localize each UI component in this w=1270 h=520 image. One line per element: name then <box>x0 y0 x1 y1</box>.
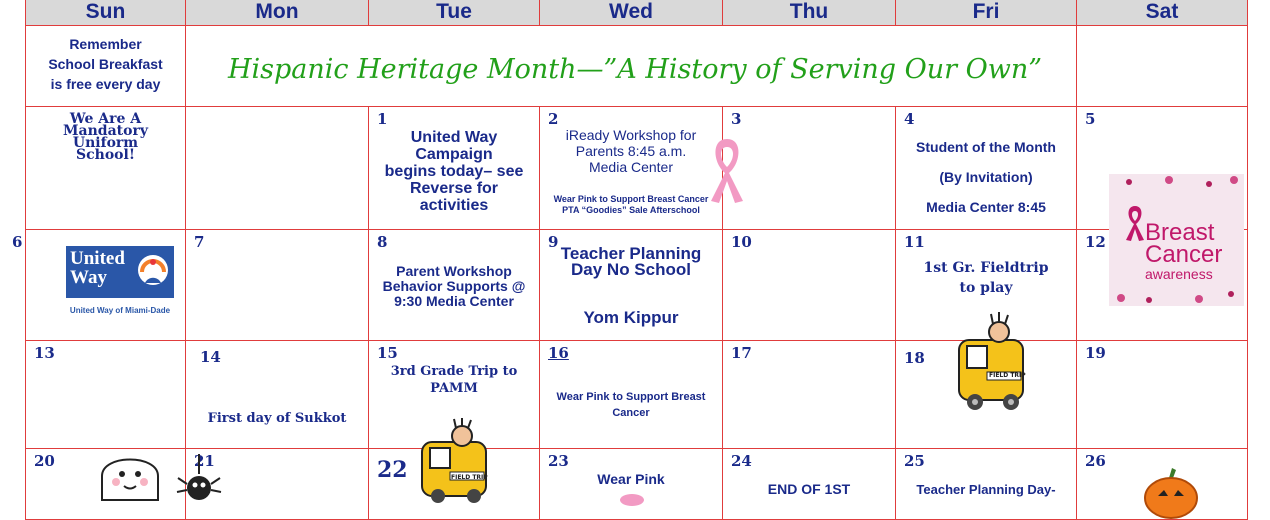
day-number: 23 <box>548 452 569 470</box>
day-number: 9 <box>548 233 559 251</box>
day-number: 11 <box>904 233 925 251</box>
pink-shape-icon <box>618 492 646 500</box>
united-way-logo <box>58 236 182 320</box>
day-number: 26 <box>1085 452 1106 470</box>
day-number: 1 <box>377 110 388 128</box>
event-sukkot: First day of Sukkot <box>207 411 347 426</box>
card-word-awareness: awareness <box>1145 266 1213 282</box>
united-way-hand-icon <box>136 250 170 294</box>
breast-cancer-card <box>1109 174 1244 306</box>
empty-cell <box>1077 26 1248 107</box>
day-cell[interactable] <box>723 341 896 449</box>
day-number: 19 <box>1085 344 1106 362</box>
day-cell[interactable] <box>186 341 369 449</box>
day-cell[interactable] <box>369 230 540 341</box>
day-cell[interactable] <box>1077 341 1248 449</box>
day-cell[interactable] <box>540 449 723 520</box>
pumpkin-icon <box>1142 468 1200 500</box>
weekday-sun: Sun <box>26 0 186 26</box>
day-cell[interactable] <box>540 341 723 449</box>
day-cell[interactable] <box>896 449 1077 520</box>
weekday-mon: Mon <box>186 0 369 26</box>
event-pink-pta: Wear Pink to Support Breast Cancer PTA “Goodies” Sale Afterschool <box>553 194 709 215</box>
card-word-cancer: Cancer <box>1145 241 1223 268</box>
weekday-fri: Fri <box>896 0 1077 26</box>
event-planning-25: Teacher Planning Day- <box>916 482 1056 497</box>
day-cell[interactable] <box>896 107 1077 230</box>
school-bus-icon <box>418 418 494 500</box>
event-end-of-1st: END OF 1ST <box>767 481 851 497</box>
bus-sign-2: FIELD TRIP <box>451 474 488 481</box>
bus-sign-1: FIELD TRIP <box>989 372 1026 379</box>
day-number: 24 <box>731 452 752 470</box>
day-number: 17 <box>731 344 752 362</box>
spider-icon <box>176 454 222 500</box>
day-number: 25 <box>904 452 925 470</box>
empty-cell <box>186 107 369 230</box>
calendar-grid <box>12 0 1248 520</box>
weekday-tue: Tue <box>369 0 540 26</box>
event-wear-pink-23: Wear Pink <box>597 471 665 487</box>
day-cell[interactable] <box>540 230 723 341</box>
event-student-of-month: Student of the Month <box>916 139 1056 155</box>
banner-cell <box>186 26 1077 107</box>
event-by-invitation: (By Invitation) <box>939 169 1033 185</box>
note-cell <box>26 107 186 230</box>
day-cell[interactable] <box>723 107 896 230</box>
weekday-wed: Wed <box>540 0 723 26</box>
weekday-thu: Thu <box>723 0 896 26</box>
heritage-banner: Hispanic Heritage Month—”A History of Serving Our Own” <box>227 54 1043 85</box>
event-planning-day: Teacher Planning Day No School <box>560 244 702 279</box>
weekday-sat: Sat <box>1077 0 1248 26</box>
event-iready-workshop: iReady Workshop for Parents 8:45 a.m. Media Center <box>565 127 697 175</box>
united-way-caption: United Way of Miami-Dade <box>69 306 171 315</box>
day-cell[interactable] <box>26 341 186 449</box>
event-parent-workshop: Parent Workshop Behavior Supports @ 9:30 Media Center <box>382 263 526 309</box>
united-way-line1: United <box>70 248 125 269</box>
event-fieldtrip-1st: 1st Gr. Fieldtrip to play <box>923 260 1049 296</box>
event-united-way-campaign: United Way Campaign begins today– see Reverse for activities <box>384 129 524 214</box>
note-cell <box>26 26 186 107</box>
uniform-note: We Are A Mandatory Uniform School! <box>63 111 148 163</box>
ghost-icon <box>96 448 164 500</box>
day-number: 18 <box>904 349 925 367</box>
day-number: 10 <box>731 233 752 251</box>
day-number: 12 <box>1085 233 1106 251</box>
day-number: 13 <box>34 344 55 362</box>
day-cell[interactable] <box>723 449 896 520</box>
day-number: 16 <box>548 344 569 362</box>
day-number: 20 <box>34 452 55 470</box>
event-trip-3rd: 3rd Grade Trip to PAMM <box>390 364 518 396</box>
day-number: 3 <box>731 110 742 128</box>
day-number: 8 <box>377 233 388 251</box>
day-number: 5 <box>1085 110 1096 128</box>
day-number: 4 <box>904 110 915 128</box>
day-number: 15 <box>377 344 398 362</box>
day-number: 21 <box>194 452 215 470</box>
day-number: 6 <box>12 233 23 251</box>
day-number: 14 <box>200 348 221 366</box>
day-cell[interactable] <box>723 230 896 341</box>
day-number: 2 <box>548 110 559 128</box>
day-number: 7 <box>194 233 205 251</box>
card-word-breast: Breast <box>1145 219 1215 246</box>
day-cell[interactable] <box>186 230 369 341</box>
event-wear-pink-16: Wear Pink to Support Breast Cancer <box>556 391 706 419</box>
day-number: 22 <box>377 457 408 483</box>
day-cell[interactable] <box>540 107 723 230</box>
breakfast-note: Remember School Breakfast is free every day <box>48 36 163 92</box>
event-yom-kippur: Yom Kippur <box>583 308 679 327</box>
event-media-center: Media Center 8:45 <box>926 199 1046 215</box>
school-bus-icon <box>955 310 1031 418</box>
united-way-line2: Way <box>70 267 107 288</box>
pink-ribbon-icon <box>1123 204 1147 242</box>
day-cell[interactable] <box>369 107 540 230</box>
